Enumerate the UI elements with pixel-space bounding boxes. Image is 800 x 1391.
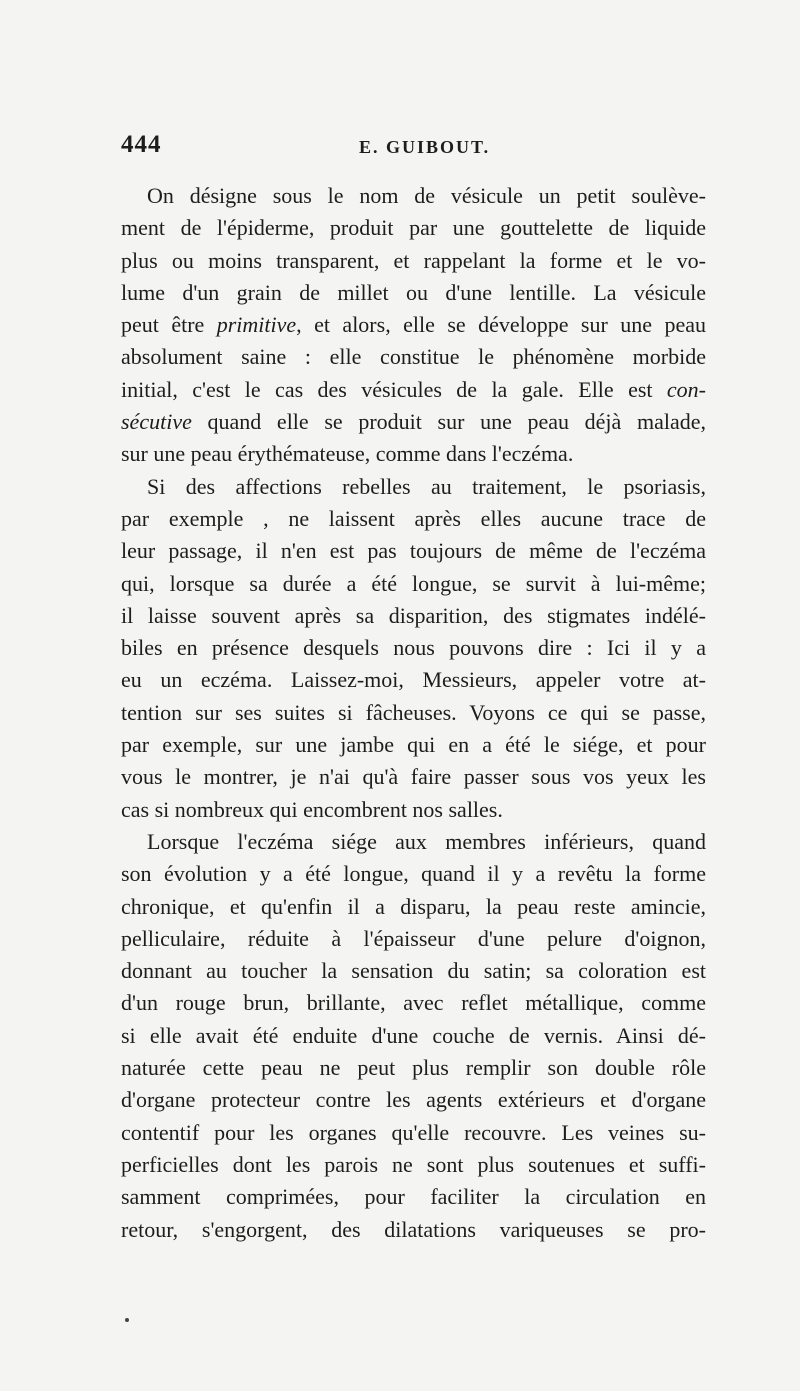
text-line: il laisse souvent après sa disparition, des stigmates indélé- bbox=[121, 602, 706, 628]
text-line bbox=[121, 309, 706, 341]
text-line: son évolution y a été longue, quand il y a revêtu la forme bbox=[121, 861, 706, 887]
text-line: plus ou moins transparent, et rappelant la forme et le vo- bbox=[121, 247, 706, 273]
text-line: ment de l'épiderme, produit par une gouttelette de liquide bbox=[121, 215, 706, 241]
text-line: par exemple, sur une jambe qui en a été le siége, et pour bbox=[121, 732, 706, 758]
text-line: tention sur ses suites si fâcheuses. Voyons ce qui se passe, bbox=[121, 699, 706, 725]
text-line bbox=[121, 406, 706, 438]
page-number: 444 bbox=[121, 131, 162, 158]
text-line: absolument saine : elle constitue le phénomène morbide bbox=[121, 344, 706, 370]
text-run: quand elle se produit sur une peau déjà malade, bbox=[191, 409, 706, 435]
running-head: E. GUIBOUT. bbox=[359, 137, 491, 157]
text-line: biles en présence desquels nous pouvons dire : Ici il y a bbox=[121, 635, 706, 661]
text-line: d'un rouge brun, brillante, avec reflet métallique, comme bbox=[121, 990, 706, 1016]
text-run: , et alors, elle se développe sur une peau bbox=[296, 312, 706, 338]
text-line: eu un eczéma. Laissez-moi, Messieurs, appeler votre at- bbox=[121, 667, 706, 693]
text-line: samment comprimées, pour faciliter la circulation en bbox=[121, 1184, 706, 1210]
text-line: pelliculaire, réduite à l'épaisseur d'une pelure d'oignon, bbox=[121, 925, 706, 951]
text-line: d'organe protecteur contre les agents extérieurs et d'organe bbox=[121, 1087, 706, 1113]
body-text bbox=[121, 180, 706, 1246]
text-run: initial, c'est le cas des vésicules de la gale. Elle est bbox=[121, 376, 667, 402]
text-line: par exemple , ne laissent après elles aucune trace de bbox=[121, 505, 706, 531]
text-run: peut être bbox=[121, 312, 217, 338]
italic-term: primitive bbox=[216, 312, 297, 338]
text-line: qui, lorsque sa durée a été longue, se survit à lui-même; bbox=[121, 570, 706, 596]
text-line: perficielles dont les parois ne sont plus soutenues et suffi- bbox=[121, 1151, 706, 1177]
text-line: sur une peau érythémateuse, comme dans l'eczéma. bbox=[121, 441, 574, 467]
text-line: Lorsque l'eczéma siége aux membres inférieurs, quand bbox=[147, 828, 706, 854]
text-line: donnant au toucher la sensation du satin; sa coloration est bbox=[121, 958, 706, 984]
text-line: retour, s'engorgent, des dilatations variqueuses se pro- bbox=[121, 1216, 706, 1242]
text-line: contentif pour les organes qu'elle recouvre. Les veines su- bbox=[121, 1119, 706, 1145]
text-line: leur passage, il n'en est pas toujours de même de l'eczéma bbox=[121, 538, 706, 564]
text-line: vous le montrer, je n'ai qu'à faire passer sous vos yeux les bbox=[121, 764, 706, 790]
paragraph-1 bbox=[121, 180, 706, 471]
italic-term: con- bbox=[666, 376, 706, 402]
text-line: naturée cette peau ne peut plus remplir son double rôle bbox=[121, 1055, 706, 1081]
text-line: lume d'un grain de millet ou d'une lentille. La vésicule bbox=[121, 279, 706, 305]
text-line: On désigne sous le nom de vésicule un petit soulève- bbox=[147, 183, 706, 208]
paragraph-2 bbox=[121, 471, 706, 826]
text-line: Si des affections rebelles au traitement, le psoriasis, bbox=[147, 473, 706, 499]
page-header bbox=[121, 131, 706, 171]
text-line: si elle avait été enduite d'une couche de vernis. Ainsi dé- bbox=[121, 1022, 706, 1048]
text-line: chronique, et qu'enfin il a disparu, la peau reste amincie, bbox=[121, 893, 706, 919]
text-line bbox=[121, 374, 706, 406]
italic-term: sécutive bbox=[121, 409, 192, 435]
ink-speck bbox=[125, 1318, 129, 1322]
text-line: cas si nombreux qui encombrent nos salles. bbox=[121, 796, 503, 822]
paragraph-3 bbox=[121, 826, 706, 1246]
